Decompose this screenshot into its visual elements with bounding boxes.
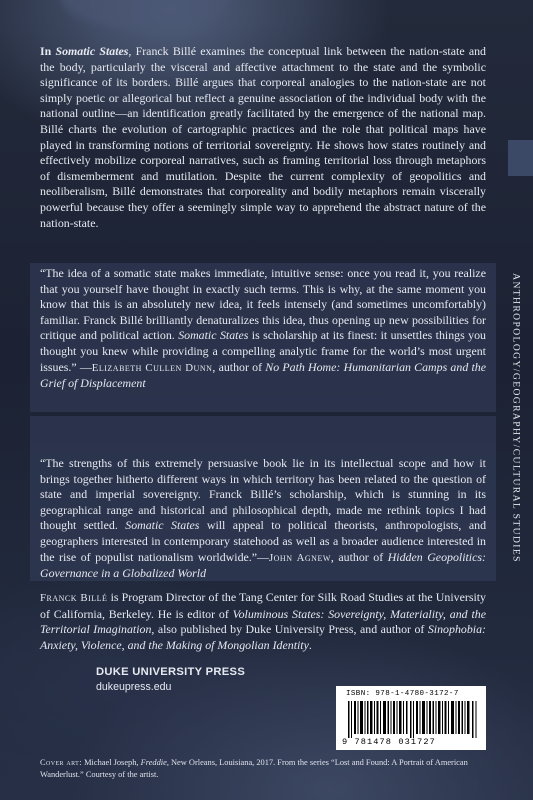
bio-text-b: , also published by Duke University Press, and author of — [151, 622, 428, 637]
cover-art-work: Freddie — [140, 758, 167, 767]
cover-art-label: Cover art: — [40, 758, 82, 767]
publisher-url: dukeupress.edu — [96, 681, 172, 693]
cover-art-credit — [40, 757, 496, 780]
blurb-2-author: John Agnew — [268, 551, 331, 564]
blurb-2-book: Hidden Geopolitics: Governance in a Globalized World — [40, 549, 486, 581]
blurb-1 — [40, 266, 486, 392]
bio-text-c: . — [308, 637, 312, 652]
blurb-1-book: No Path Home: Humanitarian Camps and the Grief of Displacement — [40, 359, 486, 391]
bio-book-a: Voluminous States: Sovereignty, Materiality, and the Territorial Imagination — [40, 606, 486, 637]
blurb-2-author-rest: , author of — [330, 549, 388, 564]
author-bio — [40, 590, 486, 653]
blurb-1-text-a: “The idea of a somatic state makes immediate, intuitive sense: once you read it, you realize that you yourself have thought in exactly such terms. This is why, at the same moment you know that this is an absolutely new idea, it feels intensely (and sometimes uncomfortably) familiar. Franck Billé brilliantly denaturalizes this idea, thus opening up new possibilities for critique and political action. — [40, 266, 486, 343]
blurb-2-title: Somatic States — [125, 518, 200, 533]
isbn-barcode-block — [336, 686, 486, 750]
bio-book-b: Sinophobia: Anxiety, Violence, and the Making of Mongolian Identity — [40, 622, 486, 652]
blurb-1-author-rest: , author of — [212, 359, 266, 374]
edge-tab — [508, 140, 533, 176]
blurb-2-text-a: “The strengths of this extremely persuasive book lie in its intellectual scope and how it brings together hitherto different ways in which territory has been related to the question of state and imperial sovereignty. Franck Billé’s scholarship, which is stunning in its geographical range and historical and philosophical depth, made me rethink topics I had thought settled. — [40, 456, 486, 533]
bio-name: Franck Billé — [40, 592, 108, 604]
description-paragraph — [40, 44, 486, 231]
blurb-1-text-b: is scholarship at its finest: it unsettles things you thought you knew while providing a compelling analytic frame for the world’s most urgent issues.” — — [40, 328, 486, 374]
bio-text-a: is Program Director of the Tang Center for Silk Road Studies at the University of California, Berkeley. He is editor of — [40, 590, 487, 621]
cover-art-artist: Michael Joseph, — [81, 758, 141, 767]
blurb-1-title: Somatic States — [178, 328, 249, 343]
subject-spine — [506, 268, 526, 568]
barcode-icon — [348, 701, 478, 738]
subject-categories: ANTHROPOLOGY/GEOGRAPHY/CULTURAL STUDIES — [510, 273, 522, 563]
publisher-block — [96, 666, 245, 693]
blurb-2 — [40, 456, 486, 582]
intro-body: , Franck Billé examines the conceptual link between the nation-state and the body, particularly the visceral and affective attachment to the state and the symbolic significance of its borders. Billé argues that corporeal analogies to the nation-state are not simply poetic or allegorical but reflect a genuine association of the individual body with the national outline—an identification greatly facilitated by the emergence of the national map. Billé charts the evolution of cartographic practices and the role that political maps have played in transforming notions of territorial sovereignty. He shows how states routinely and effectively mobilize corporeal narratives, such as framing territorial loss through metaphors of dismemberment and mutilation. Despite the current complexity of geopolitics and neoliberalism, Billé demonstrates that corporeality and bodily metaphors remain viscerally powerful because they offer a seemingly simple way to apprehend the abstract nature of the nation-state. — [40, 44, 486, 230]
blurb-1-author: Elizabeth Cullen Dunn — [91, 361, 213, 374]
isbn-label: ISBN: 978-1-4780-3172-7 — [346, 690, 459, 698]
background-shape — [60, 0, 230, 30]
intro-book-title: Somatic States — [55, 44, 129, 58]
barcode-number: 9 781478 031727 — [342, 737, 436, 747]
cover-art-text: , New Orleans, Louisiana, 2017. From the series “Lost and Found: A Portrait of American Wanderlust.” Courtesy of the artist. — [40, 758, 468, 779]
intro-lead: In — [40, 44, 56, 58]
blurb-2-text-b: will appeal to political theorists, anthropologists, and geographers interested in contemporary statehood as well as a broader audience interested in the rise of populist nationalism worldwide.”— — [40, 518, 487, 564]
publisher-name: DUKE UNIVERSITY PRESS — [96, 666, 246, 678]
